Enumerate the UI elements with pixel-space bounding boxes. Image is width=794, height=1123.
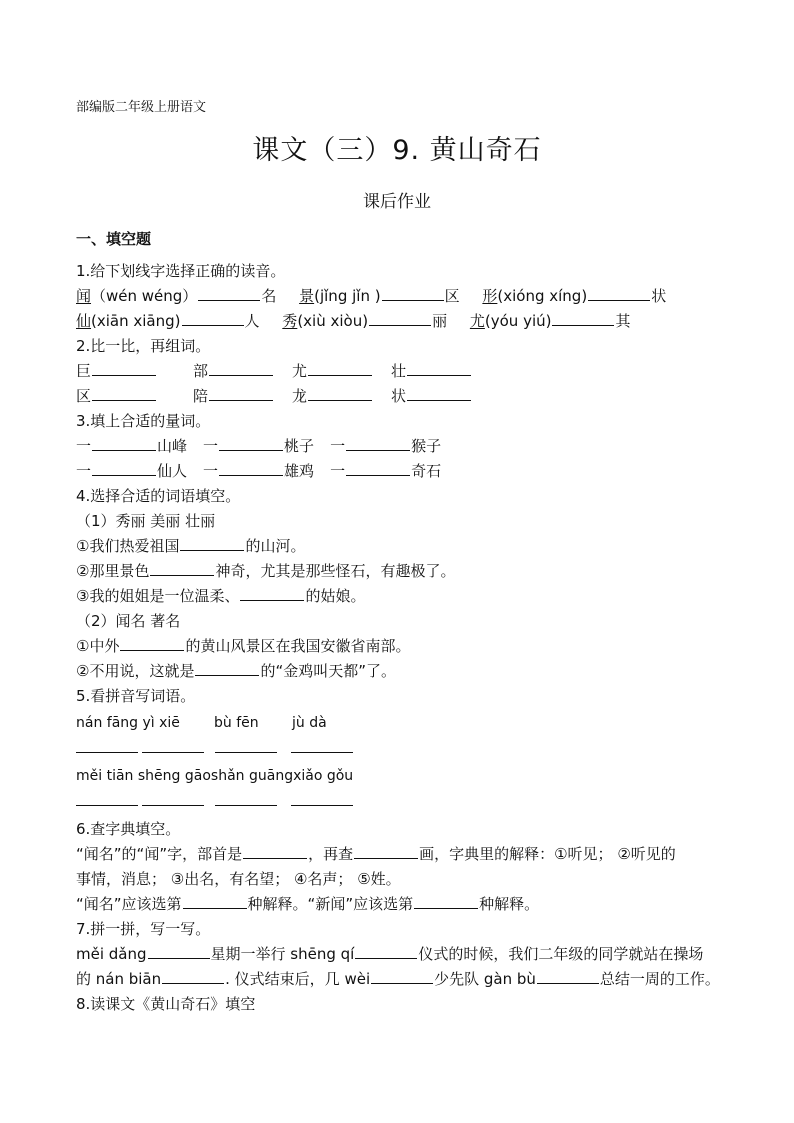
q1-word-part: 区 xyxy=(444,287,460,305)
answer-blank[interactable] xyxy=(308,386,372,401)
q3-noun: 桃子 xyxy=(284,437,315,455)
q1-word-part: 丽 xyxy=(432,312,448,330)
q6-line1 xyxy=(76,843,754,865)
answer-blank[interactable] xyxy=(308,361,372,376)
q1-word-part: 其 xyxy=(615,312,631,330)
answer-blank[interactable] xyxy=(182,311,244,326)
q1-pinyin-options: （wén wéng） xyxy=(91,287,198,305)
answer-blank[interactable] xyxy=(162,969,224,984)
answer-blank[interactable] xyxy=(537,969,599,984)
q3-noun: 山峰 xyxy=(157,437,188,455)
q1-word-part: 状 xyxy=(651,287,667,305)
pinyin-word: bù fēn xyxy=(214,715,259,731)
pinyin-word: měi tiān shēng gāo xyxy=(76,768,211,784)
sentence-text: 神奇，尤其是那些怪石，有趣极了。 xyxy=(215,562,456,580)
sentence-text: 的“金鸡叫天都”了。 xyxy=(260,662,396,680)
q1-char: 秀 xyxy=(282,312,298,330)
q1-char: 形 xyxy=(482,287,498,305)
q8-prompt: 8.读课文《黄山奇石》填空 xyxy=(76,995,256,1013)
answer-blank[interactable] xyxy=(414,894,478,909)
q3-noun: 雄鸡 xyxy=(284,462,315,480)
answer-blank[interactable] xyxy=(291,793,353,806)
answer-blank[interactable] xyxy=(240,586,304,601)
sentence-text: 的姑娘。 xyxy=(305,587,366,605)
sentence-text: 少先队 gàn bù xyxy=(434,970,536,988)
q4-sentence xyxy=(76,560,754,582)
q2-row2 xyxy=(76,385,754,407)
q2-char: 陪 xyxy=(193,387,209,405)
q5-blank-row xyxy=(76,740,353,757)
q5-blank-row xyxy=(76,793,353,810)
q5-pinyin-row xyxy=(76,712,754,734)
sentence-text: 仪式的时候，我们二年级的同学就站在操场 xyxy=(418,945,704,963)
q3-one: 一 xyxy=(330,462,346,480)
q5-prompt: 5.看拼音写词语。 xyxy=(76,687,196,705)
q3-row1 xyxy=(76,435,754,457)
answer-blank[interactable] xyxy=(92,436,156,451)
answer-blank[interactable] xyxy=(92,361,156,376)
answer-blank[interactable] xyxy=(142,793,204,806)
q1-row1 xyxy=(76,285,754,307)
q1-word-part: 人 xyxy=(244,312,260,330)
sentence-text: ，再查 xyxy=(308,845,354,863)
sentence-text: 种解释。 xyxy=(479,895,540,913)
q2-char: 巨 xyxy=(76,362,92,380)
q7-line2 xyxy=(76,968,754,990)
document-header: 部编版二年级上册语文 xyxy=(76,100,207,115)
pinyin-word: nán fāng yì xiē xyxy=(76,715,180,731)
sentence-text: ①我们热爱祖国 xyxy=(76,537,180,555)
answer-blank[interactable] xyxy=(148,944,210,959)
q4-sentence xyxy=(76,585,754,607)
q1-pinyin-options: (xióng xíng) xyxy=(497,287,588,305)
q1-pinyin-options: (xiān xiāng) xyxy=(91,312,181,330)
q3-one: 一 xyxy=(203,462,219,480)
page-title: 课文（三）9. 黄山奇石 xyxy=(252,135,542,166)
answer-blank[interactable] xyxy=(92,461,156,476)
sentence-text: ①中外 xyxy=(76,637,120,655)
answer-blank[interactable] xyxy=(219,436,283,451)
answer-blank[interactable] xyxy=(346,436,410,451)
answer-blank[interactable] xyxy=(76,740,138,753)
q1-char: 闻 xyxy=(76,287,92,305)
q2-char: 区 xyxy=(76,387,92,405)
answer-blank[interactable] xyxy=(407,386,471,401)
answer-blank[interactable] xyxy=(371,969,433,984)
pinyin-word: jù dà xyxy=(292,715,327,731)
answer-blank[interactable] xyxy=(219,461,283,476)
q6-line2: 事情，消息； ③出名，有名望； ④名声； ⑤姓。 xyxy=(76,870,401,888)
answer-blank[interactable] xyxy=(209,386,273,401)
sentence-text: 的山河。 xyxy=(245,537,306,555)
answer-blank[interactable] xyxy=(407,361,471,376)
q2-char: 尤 xyxy=(292,362,308,380)
sentence-text: . 仪式结束后，几 wèi xyxy=(225,970,371,988)
sentence-text: 画，字典里的解释：①听见； ②听见的 xyxy=(419,845,676,863)
answer-blank[interactable] xyxy=(142,740,204,753)
q4-sentence xyxy=(76,660,754,682)
q1-row2 xyxy=(76,310,754,332)
answer-blank[interactable] xyxy=(195,661,259,676)
sentence-text: “闻名”应该选第 xyxy=(76,895,182,913)
q2-char: 壮 xyxy=(391,362,407,380)
q1-char: 景 xyxy=(299,287,315,305)
answer-blank[interactable] xyxy=(180,536,244,551)
sentence-text: 的黄山风景区在我国安徽省南部。 xyxy=(185,637,411,655)
answer-blank[interactable] xyxy=(76,793,138,806)
q1-word-part: 名 xyxy=(261,287,277,305)
q1-pinyin-options: (jǐng jǐn ) xyxy=(314,287,381,305)
q3-noun: 奇石 xyxy=(411,462,442,480)
answer-blank[interactable] xyxy=(346,461,410,476)
sentence-text: 星期一举行 shēng qí xyxy=(210,945,355,963)
q3-prompt: 3.填上合适的量词。 xyxy=(76,412,211,430)
q2-char: 状 xyxy=(391,387,407,405)
answer-blank[interactable] xyxy=(183,894,247,909)
answer-blank[interactable] xyxy=(291,740,353,753)
pinyin-word: xiǎo gǒu xyxy=(293,768,354,784)
sentence-text: 的 nán biān xyxy=(76,970,162,988)
page-subtitle: 课后作业 xyxy=(363,192,431,212)
answer-blank[interactable] xyxy=(355,944,417,959)
answer-blank[interactable] xyxy=(209,361,273,376)
q5-pinyin-row xyxy=(76,765,754,787)
answer-blank[interactable] xyxy=(120,636,184,651)
answer-blank[interactable] xyxy=(369,311,431,326)
q1-prompt: 1.给下划线字选择正确的读音。 xyxy=(76,262,286,280)
q3-one: 一 xyxy=(76,437,92,455)
q7-prompt: 7.拼一拼，写一写。 xyxy=(76,920,211,938)
answer-blank[interactable] xyxy=(215,740,277,753)
answer-blank[interactable] xyxy=(215,793,277,806)
answer-blank[interactable] xyxy=(92,386,156,401)
sentence-text: 总结一周的工作。 xyxy=(599,970,720,988)
sentence-text: měi dǎng xyxy=(76,945,147,963)
sentence-text: 种解释。“新闻”应该选第 xyxy=(247,895,414,913)
q1-pinyin-options: (xiù xiòu) xyxy=(297,312,369,330)
answer-blank[interactable] xyxy=(382,286,444,301)
q4-group1: （1）秀丽 美丽 壮丽 xyxy=(76,512,216,530)
q1-pinyin-options: (yóu yiú) xyxy=(484,312,552,330)
answer-blank[interactable] xyxy=(198,286,260,301)
sentence-text: ②那里景色 xyxy=(76,562,150,580)
sentence-text: ②不用说，这就是 xyxy=(76,662,195,680)
q4-group2: （2）闻名 著名 xyxy=(76,612,181,630)
answer-blank[interactable] xyxy=(354,844,418,859)
answer-blank[interactable] xyxy=(243,844,307,859)
q1-char: 仙 xyxy=(76,312,92,330)
sentence-text: “闻名”的“闻”字，部首是 xyxy=(76,845,243,863)
q3-noun: 猴子 xyxy=(411,437,442,455)
q6-line3 xyxy=(76,893,754,915)
q4-sentence xyxy=(76,535,754,557)
q2-char: 龙 xyxy=(292,387,308,405)
sentence-text: ③我的姐姐是一位温柔、 xyxy=(76,587,240,605)
answer-blank[interactable] xyxy=(588,286,650,301)
answer-blank[interactable] xyxy=(150,561,214,576)
q4-sentence xyxy=(76,635,754,657)
q3-one: 一 xyxy=(330,437,346,455)
q4-prompt: 4.选择合适的词语填空。 xyxy=(76,487,241,505)
q3-one: 一 xyxy=(76,462,92,480)
q3-one: 一 xyxy=(203,437,219,455)
answer-blank[interactable] xyxy=(552,311,614,326)
section-heading: 一、填空题 xyxy=(76,230,152,248)
q2-char: 部 xyxy=(193,362,209,380)
q3-noun: 仙人 xyxy=(157,462,188,480)
q2-row1 xyxy=(76,360,754,382)
q2-prompt: 2.比一比，再组词。 xyxy=(76,337,211,355)
pinyin-word: shǎn guāng xyxy=(210,768,294,784)
q6-prompt: 6.查字典填空。 xyxy=(76,820,181,838)
q1-char: 尤 xyxy=(469,312,485,330)
q7-line1 xyxy=(76,943,754,965)
q3-row2 xyxy=(76,460,754,482)
